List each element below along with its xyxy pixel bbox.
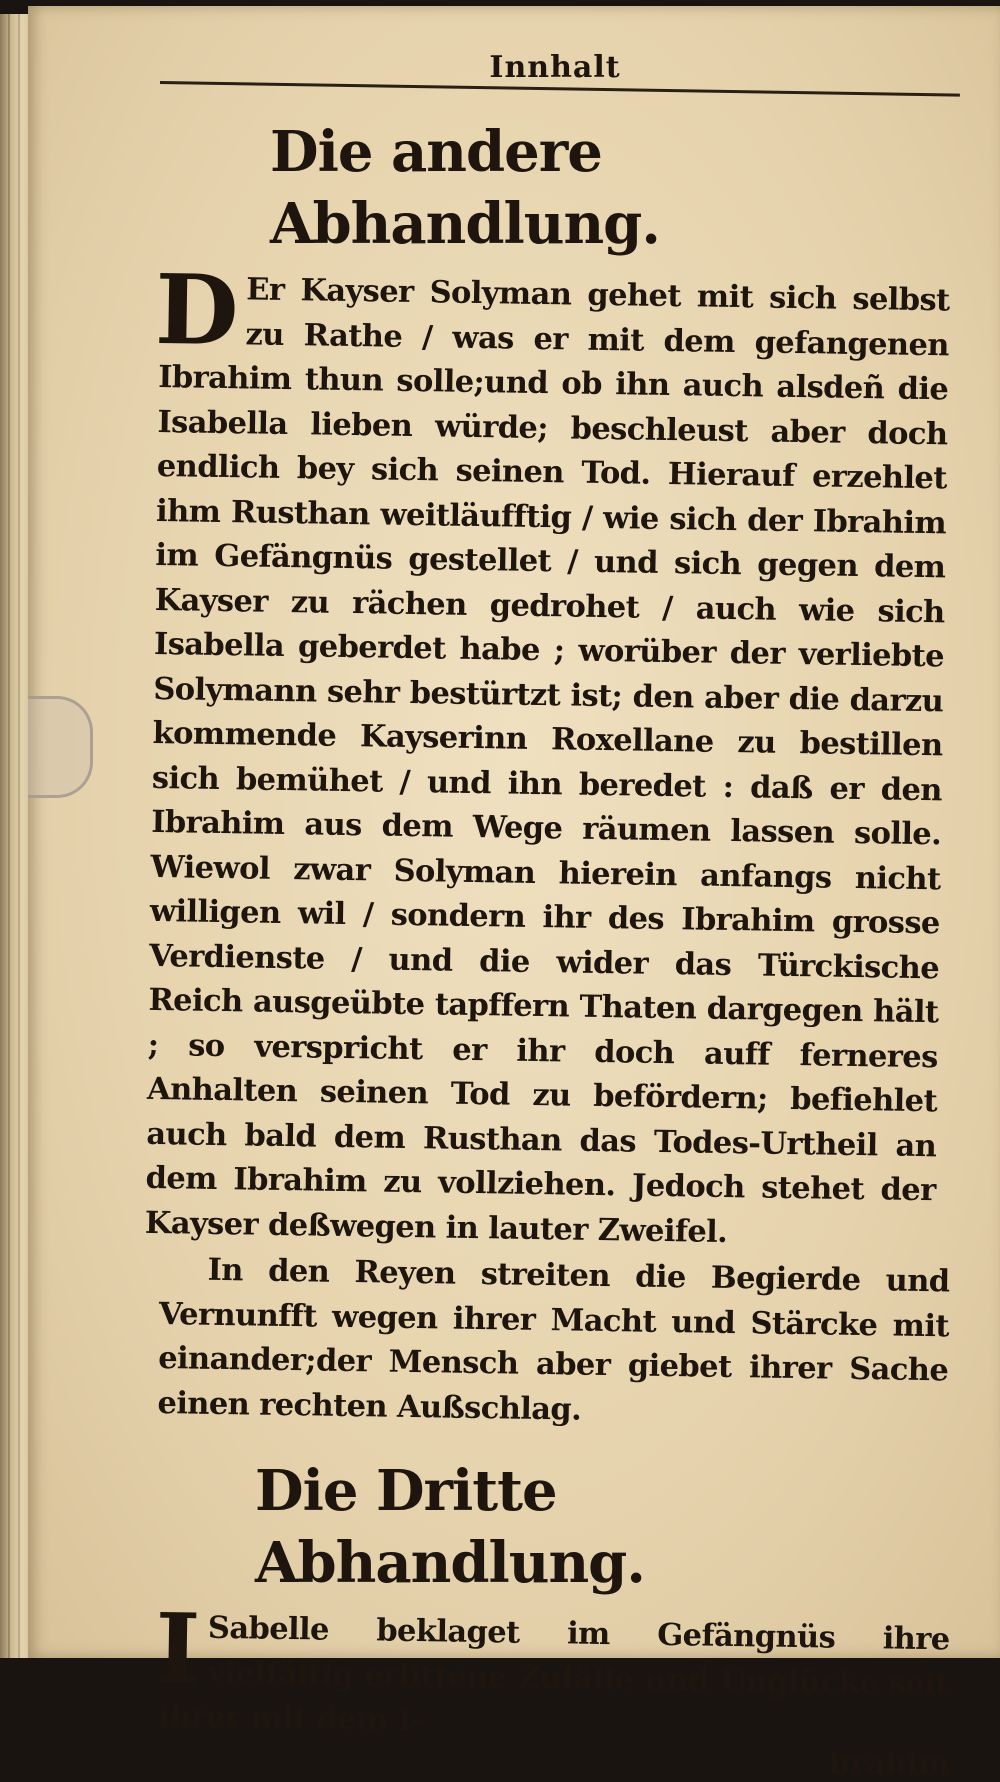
section-2-paragraph (144, 252, 950, 1257)
catchword: brahim (828, 1746, 950, 1782)
section-2-text-cont: Wiewol zwar Solyman hierein anfangs nicht willigen wil / sondern ihr des Ibrahim grosse Verdienste / und die wider das Türckische Reich ausgeübte tapffern Thaten dargegen hält ; so verspricht er ihr doch auff ferneres Anhalten seinen Tod zu befördern; befiehlet auch bald dem Rusthan das Todes-Urtheil an dem Ibrahim zu vollziehen. Jedoch stehet der Kayser deßwegen in lauter Zweifel. (144, 848, 941, 1250)
section-title-3: Die Dritte Abhandlung. (255, 1458, 645, 1596)
section-3-text: Sabelle beklaget im Gefängnüs ihre vielfältig erlittene Zufälle und Unglücke seit ihrer mit dem I- (157, 1609, 950, 1739)
section-3-paragraph (154, 1591, 950, 1751)
dropcap: D (154, 252, 239, 368)
page-text (144, 40, 950, 1782)
dropcap: I (154, 1591, 201, 1706)
running-head-label: Innhalt (489, 50, 621, 85)
section-2-text: Er Kayser Solyman gehet mit sich selbst zu Rathe / was er mit dem gefangenen Ibrahim thun solle;und ob ihn auch alsdeñ die Isabella lieben würde; beschleust aber doch endlich bey sich seinen Tod. Hierauf erzehlet ihm Rusthan weitläufftig / wie sich der Ibrahim im Gefängnüs gestellet / und sich gegen dem Kayser zu rächen gedrohet / auch wie sich Isabella geberdet habe ; worüber der verliebte Solymann sehr bestürtzt ist; den aber die darzu kommende Kayserinn Roxellane zu bestillen sich bemühet / und ihn beredet : daß er den Ibrahim aus dem Wege räumen lassen solle. (150, 271, 950, 853)
running-head (160, 40, 950, 98)
section-2-reyen-paragraph: In den Reyen streiten die Begierde und Vernunfft wegen ihrer Macht und Stärcke mit einander;der Mensch aber giebet ihrer Sache einen rechten Außschlag. (157, 1251, 950, 1428)
page-clip (28, 696, 93, 798)
section-title-2: Die andere Abhandlung. (270, 119, 660, 257)
